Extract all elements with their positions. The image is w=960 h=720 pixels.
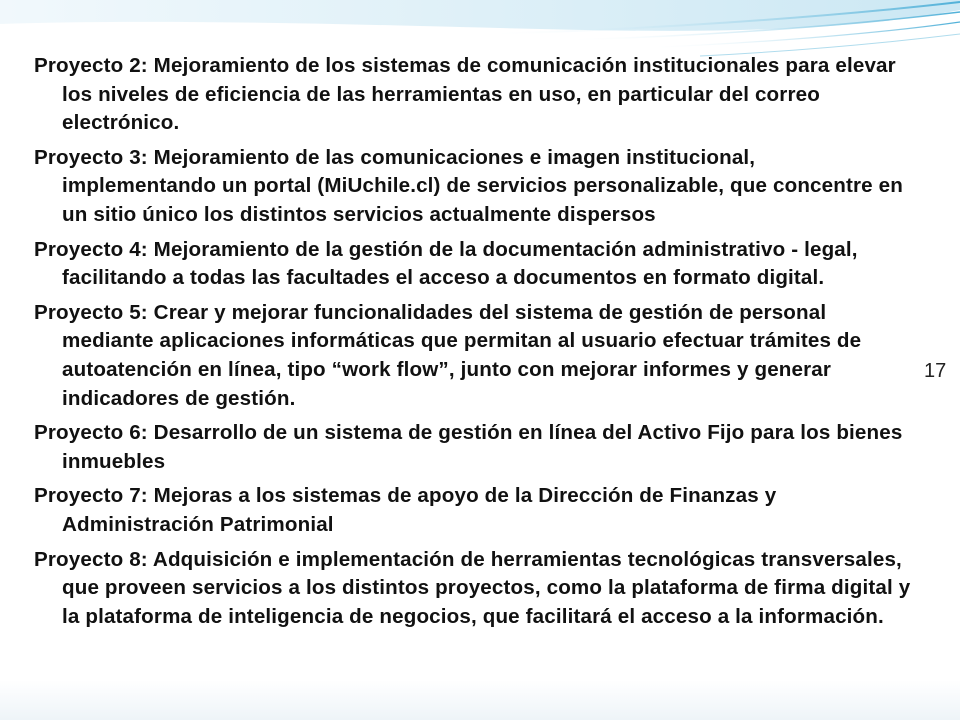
slide-number: 17 — [924, 360, 947, 382]
header-wave-decoration — [0, 0, 960, 60]
project-item-4: Proyecto 4: Mejoramiento de la gestión de la documentación administrativo - legal, facilitando a todas las facultades el acceso a documentos en formato digital. — [34, 237, 858, 290]
project-list — [34, 52, 914, 637]
footer-fade-decoration — [0, 680, 960, 720]
project-item-8: Proyecto 8: Adquisición e implementación de herramientas tecnológicas transversales, que proveen servicios a los distintos proyectos, como la plataforma de firma digital y la plataforma de inteligencia de negocios, que facilitará el acceso a la información. — [34, 547, 911, 628]
project-item-7: Proyecto 7: Mejoras a los sistemas de apoyo de la Dirección de Finanzas y Administración Patrimonial — [34, 484, 777, 536]
project-item-2: Proyecto 2: Mejoramiento de los sistemas de comunicación institucionales para elevar los niveles de eficiencia de las herramientas en uso, en particular del correo electrónico. — [34, 54, 896, 135]
project-item-3: Proyecto 3: Mejoramiento de las comunicaciones e imagen institucional, implementando un portal (MiUchile.cl) de servicios personalizable, que concentre en un sitio único los distintos servicios actualmente dispersos — [34, 145, 903, 226]
project-item-5: Proyecto 5: Crear y mejorar funcionalidades del sistema de gestión de personal mediante aplicaciones informáticas que permitan al usuario efectuar trámites de autoatención en línea, tipo “work flow”, junto con mejorar informes y generar indicadores de gestión. — [34, 300, 862, 410]
project-item-6: Proyecto 6: Desarrollo de un sistema de gestión en línea del Activo Fijo para los bienes inmuebles — [34, 421, 903, 473]
